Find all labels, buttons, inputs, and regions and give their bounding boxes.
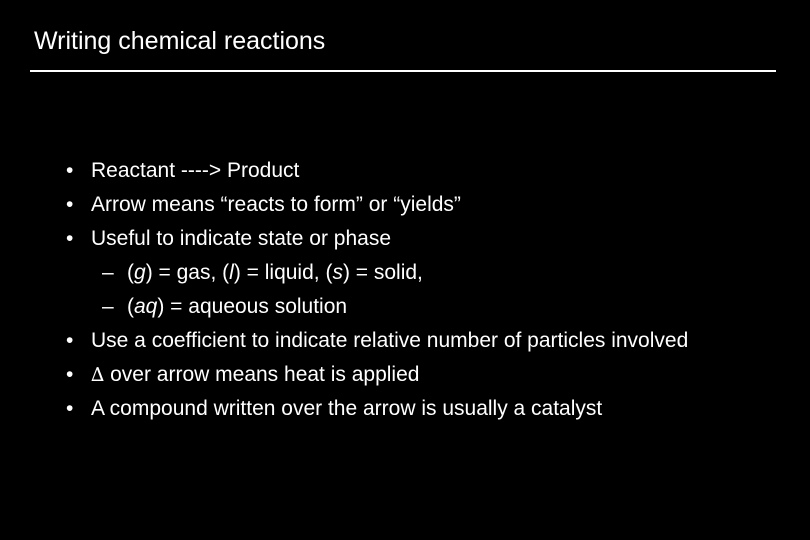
bullet-text: Reactant ----> Product <box>91 159 300 182</box>
italic-symbol-aq: aq <box>134 295 158 318</box>
bullet-item-arrow-meaning <box>0 192 701 218</box>
bullet-item-state-phase <box>0 226 701 252</box>
sub-bullet-aqueous <box>0 294 747 320</box>
bullet-text: Arrow means “reacts to form” or “yields” <box>91 193 461 216</box>
bullet-text: Useful to indicate state or phase <box>91 227 392 250</box>
title-divider <box>30 70 776 72</box>
bullet-item-heat <box>0 362 701 388</box>
bullet-text: A compound written over the arrow is usually a catalyst <box>91 397 603 420</box>
sub-bullet-text <box>127 295 347 318</box>
sub-bullet-gas-liquid-solid <box>0 260 747 286</box>
italic-symbol-s: s <box>332 261 343 284</box>
text-segment: ( <box>127 295 134 318</box>
bullet-text <box>91 363 419 386</box>
bullet-marker: • <box>66 193 74 216</box>
bullet-marker: • <box>66 397 74 420</box>
bullet-marker: • <box>66 329 74 352</box>
bullet-text: Use a coefficient to indicate relative number of particles involved <box>91 329 689 352</box>
sub-bullet-text <box>127 261 423 284</box>
bullet-item-reactant-product <box>0 158 701 184</box>
bullet-marker: • <box>66 159 74 182</box>
italic-symbol-g: g <box>134 261 146 284</box>
text-segment: ) = liquid, ( <box>233 261 333 284</box>
bullet-marker: • <box>66 227 74 250</box>
dash-marker: – <box>102 295 114 318</box>
slide-title: Writing chemical reactions <box>34 27 326 55</box>
italic-symbol-l: l <box>229 261 234 284</box>
bullet-item-coefficient <box>0 328 701 354</box>
delta-symbol: ∆ <box>91 364 105 386</box>
bullet-list <box>0 158 810 430</box>
text-segment: ( <box>127 261 134 284</box>
text-segment: over arrow means heat is applied <box>104 363 420 386</box>
text-segment: ) = solid, <box>342 261 423 284</box>
bullet-item-catalyst <box>0 396 701 422</box>
bullet-marker: • <box>66 363 74 386</box>
text-segment: ) = gas, ( <box>145 261 230 284</box>
dash-marker: – <box>102 261 114 284</box>
text-segment: ) = aqueous solution <box>157 295 348 318</box>
